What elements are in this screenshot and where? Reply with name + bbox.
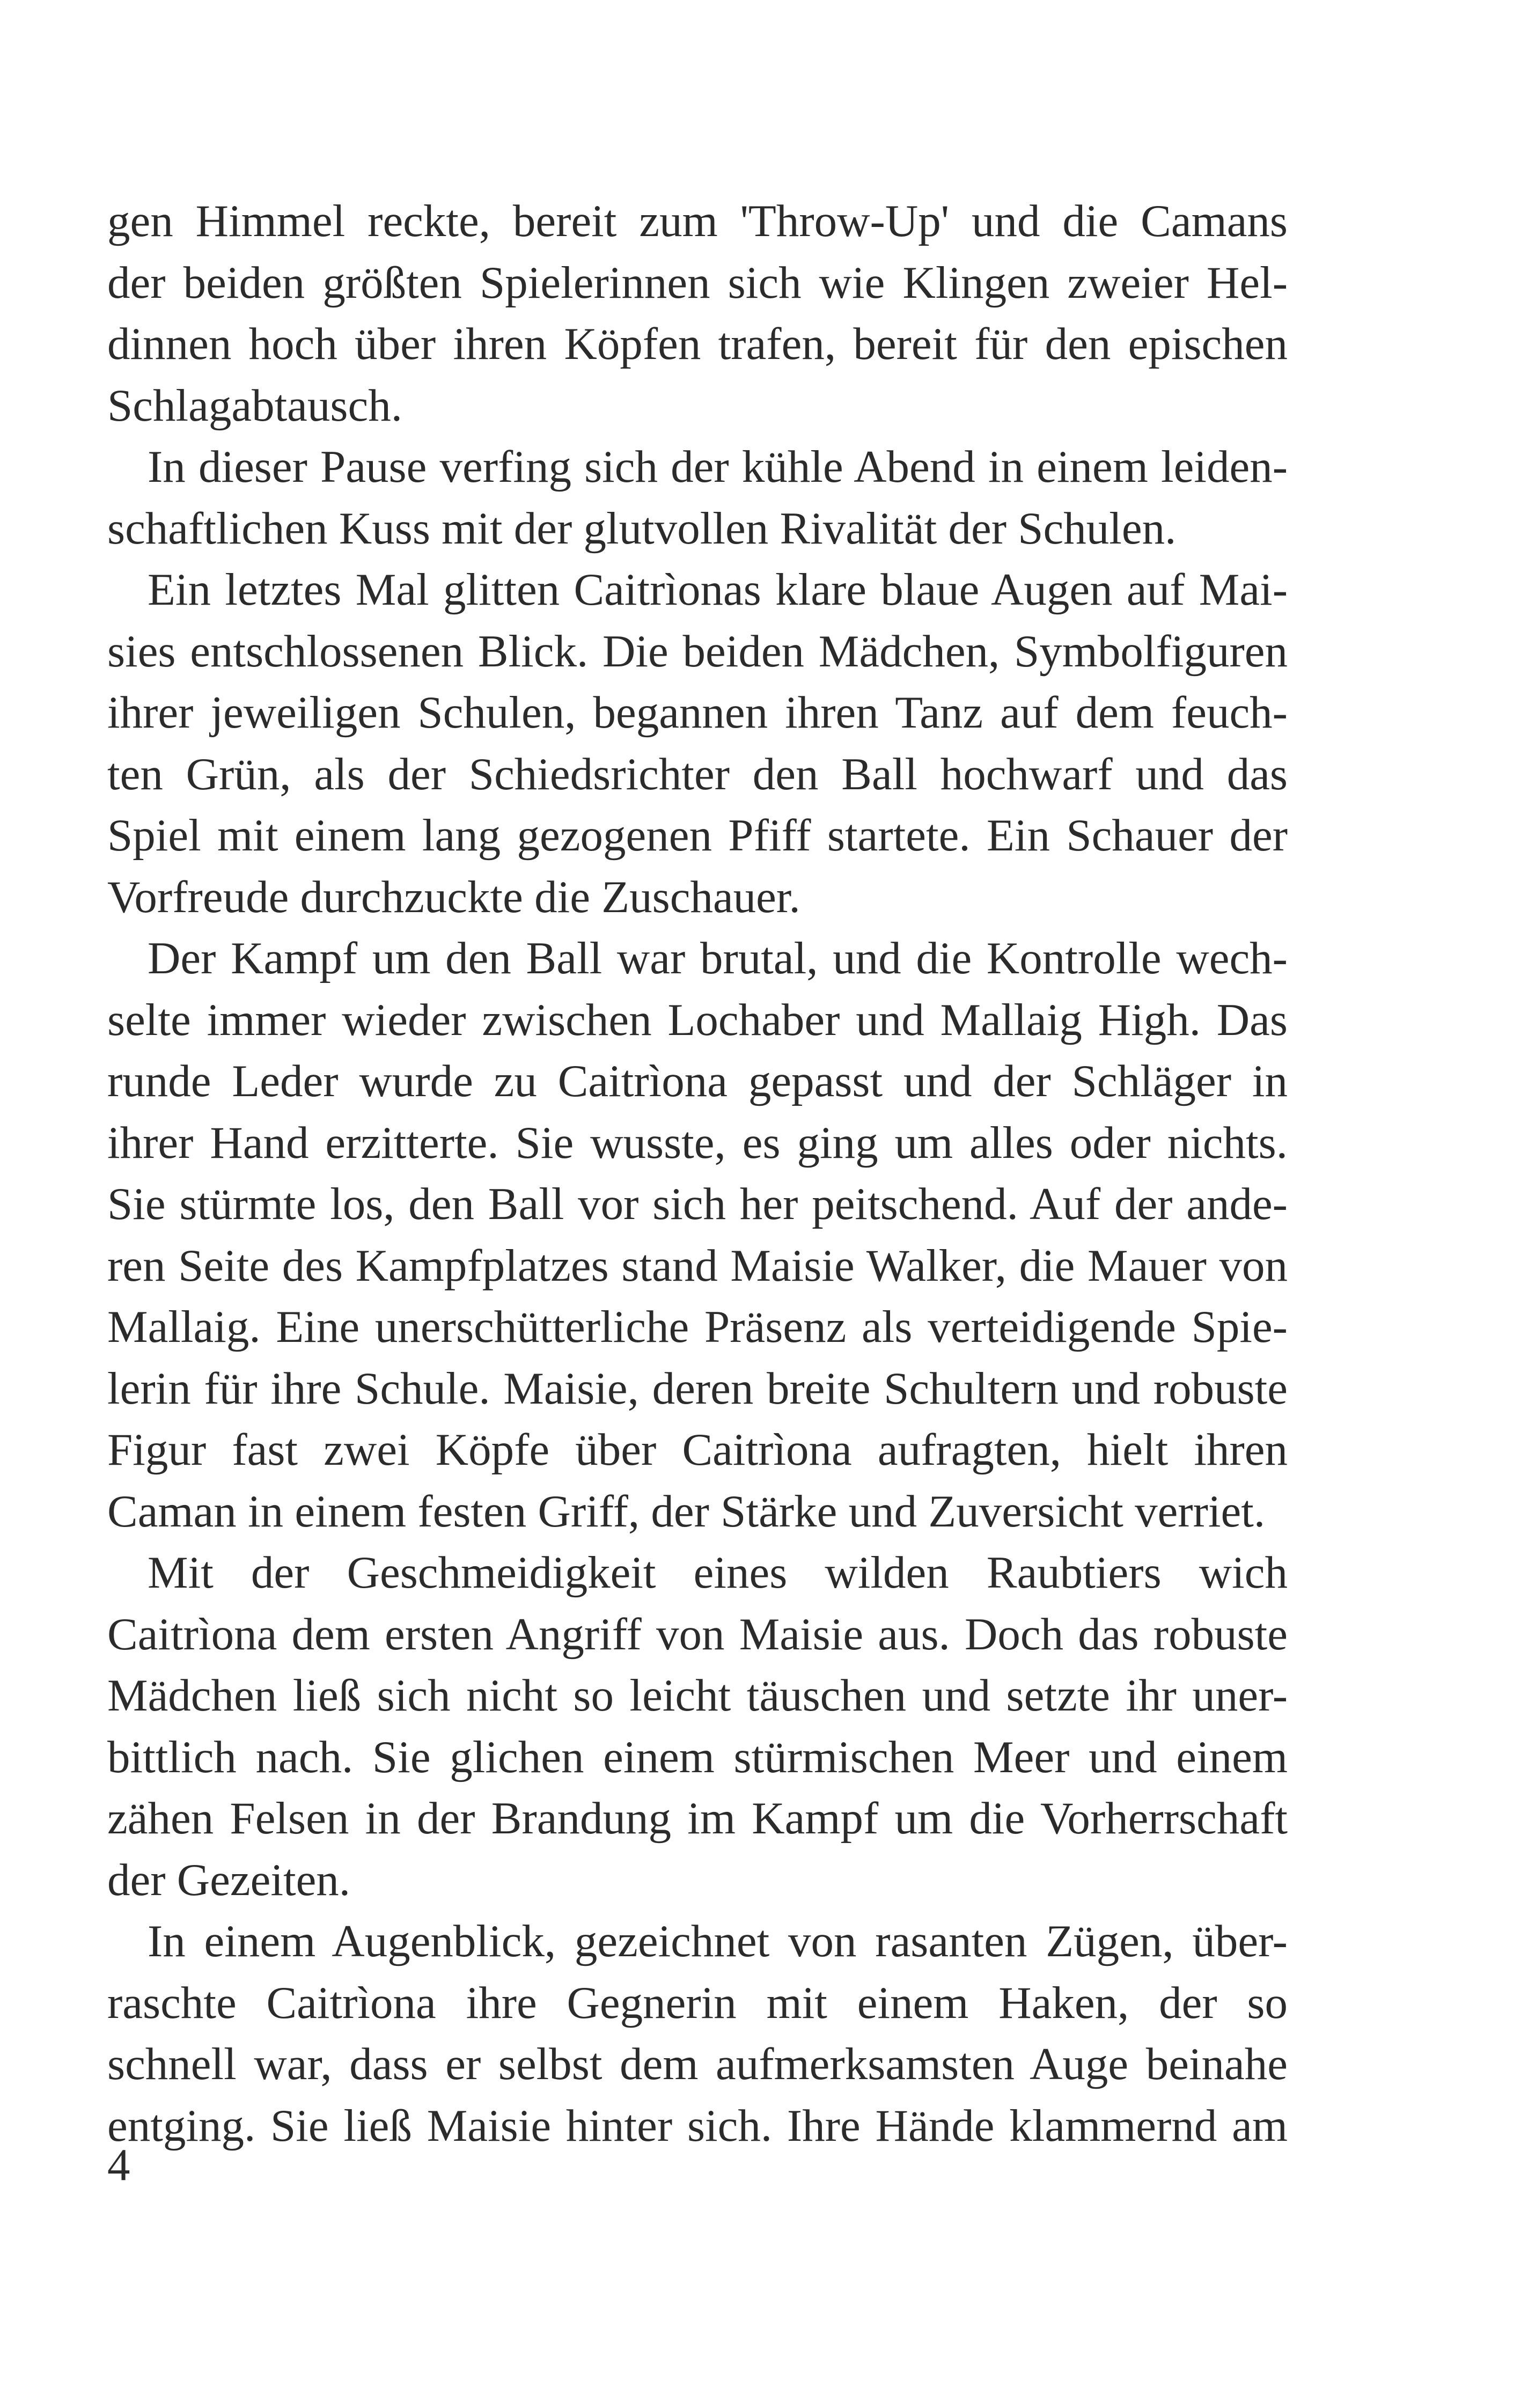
text-line: schaftlichen Kuss mit der glutvollen Rivalität der Schulen. [107, 503, 1177, 554]
text-line: entging. Sie ließ Maisie hinter sich. Ihre Hände klammernd am [107, 2100, 1288, 2151]
text-line: Der Kampf um den Ball war brutal, und die Kontrolle wech- [148, 933, 1288, 983]
text-line: lerin für ihre Schule. Maisie, deren breite Schultern und robuste [107, 1363, 1288, 1414]
text-line: Mädchen ließ sich nicht so leicht täuschen und setzte ihr uner- [107, 1670, 1288, 1721]
text-line: Caman in einem festen Griff, der Stärke und Zuversicht verriet. [107, 1486, 1266, 1537]
text-line: In dieser Pause verfing sich der kühle Abend in einem leiden- [148, 442, 1288, 492]
text-line: raschte Caitrìona ihre Gegnerin mit einem Haken, der so [107, 1977, 1288, 2028]
text-line: schnell war, dass er selbst dem aufmerksamsten Auge beinahe [107, 2039, 1288, 2089]
body-text [107, 190, 1288, 2156]
text-line: Caitrìona dem ersten Angriff von Maisie aus. Doch das robuste [107, 1609, 1288, 1660]
text-line: Schlagabtausch. [107, 380, 402, 431]
text-line: In einem Augenblick, gezeichnet von rasanten Zügen, über- [148, 1916, 1288, 1966]
text-line: Vorfreude durchzuckte die Zuschauer. [107, 871, 800, 922]
text-line: ihrer jeweiligen Schulen, begannen ihren Tanz auf dem feuch- [107, 687, 1288, 738]
text-line: ihrer Hand erzitterte. Sie wusste, es ging um alles oder nichts. [107, 1117, 1288, 1168]
text-line: Figur fast zwei Köpfe über Caitrìona aufragten, hielt ihren [107, 1425, 1288, 1475]
page-number: 4 [107, 2140, 130, 2190]
text-line: Ein letztes Mal glitten Caitrìonas klare blaue Augen auf Mai- [148, 564, 1288, 615]
text-line: selte immer wieder zwischen Lochaber und Mallaig High. Das [107, 994, 1288, 1045]
text-line: ren Seite des Kampfplatzes stand Maisie Walker, die Mauer von [107, 1240, 1288, 1291]
text-line: Mit der Geschmeidigkeit eines wilden Raubtiers wich [148, 1547, 1288, 1598]
text-line: dinnen hoch über ihren Köpfen trafen, bereit für den epischen [107, 319, 1288, 369]
text-line: gen Himmel reckte, bereit zum 'Throw-Up' und die Camans [107, 196, 1288, 246]
text-line: Mallaig. Eine unerschütterliche Präsenz als verteidigende Spie- [107, 1302, 1288, 1352]
text-line: bittlich nach. Sie glichen einem stürmischen Meer und einem [107, 1731, 1288, 1782]
text-line: zähen Felsen in der Brandung im Kampf um die Vorherrschaft [107, 1793, 1288, 1844]
text-line: der Gezeiten. [107, 1854, 351, 1905]
text-line: sies entschlossenen Blick. Die beiden Mädchen, Symbolfiguren [107, 626, 1288, 677]
text-line: runde Leder wurde zu Caitrìona gepasst und der Schläger in [107, 1056, 1288, 1106]
text-line: Sie stürmte los, den Ball vor sich her peitschend. Auf der ande- [107, 1179, 1288, 1229]
text-line: der beiden größten Spielerinnen sich wie Klingen zweier Hel- [107, 257, 1288, 308]
text-line: Spiel mit einem lang gezogenen Pfiff startete. Ein Schauer der [107, 810, 1288, 861]
text-line: ten Grün, als der Schiedsrichter den Ball hochwarf und das [107, 748, 1288, 799]
